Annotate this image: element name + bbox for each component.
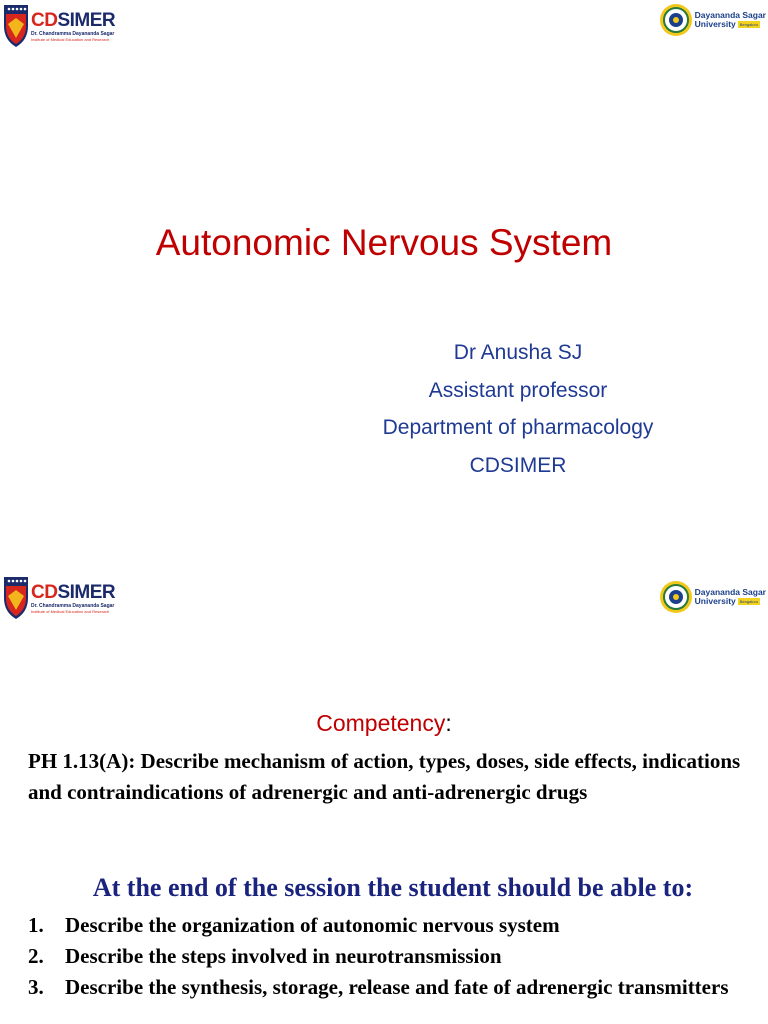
logo-brand-cd: CD — [31, 9, 58, 31]
logo-subtitle: Dr. Chandramma Dayananda Sagar — [31, 30, 115, 37]
logo-brand-cd: CD — [31, 581, 58, 603]
dsu-line-1: Dayananda Sagar — [694, 586, 766, 597]
dsu-line-1: Dayananda Sagar — [694, 9, 766, 20]
logo-brand-rest: SIMER — [57, 9, 116, 31]
objective-number: 3. — [28, 975, 44, 999]
dsu-seal-icon — [659, 3, 693, 37]
logo-brand-rest: SIMER — [57, 581, 116, 603]
dsu-logo — [659, 580, 766, 614]
author-designation: Assistant professor — [428, 378, 608, 402]
competency-label: Competency — [316, 710, 446, 736]
objective-text: Describe the steps involved in neurotransmission — [65, 944, 502, 968]
author-name: Dr Anusha SJ — [453, 341, 583, 364]
cdsimer-logo — [3, 4, 115, 48]
objective-item — [28, 972, 748, 1003]
slide-title: Autonomic Nervous System — [155, 222, 613, 263]
objective-text: Describe the synthesis, storage, release and fate of adrenergic transmitters — [65, 975, 729, 999]
objectives-list — [28, 910, 748, 1003]
dsu-line-2: University — [694, 596, 736, 606]
logo-subtitle: Dr. Chandramma Dayananda Sagar — [31, 602, 115, 609]
cdsimer-logo — [3, 576, 115, 620]
objective-item — [28, 910, 748, 941]
objectives-heading: At the end of the session the student should be able to: — [92, 873, 694, 902]
competency-colon: : — [445, 710, 452, 736]
objective-text: Describe the organization of autonomic nervous system — [65, 913, 560, 937]
competency-heading — [0, 710, 768, 737]
dsu-tag: Bengaluru — [739, 22, 759, 28]
objective-item — [28, 941, 748, 972]
cdsimer-shield-icon — [3, 4, 29, 48]
objective-number: 1. — [28, 913, 44, 937]
dsu-line-2: University — [694, 19, 736, 29]
author-department: Department of pharmacology — [382, 416, 654, 439]
dsu-tag: Bengaluru — [739, 599, 759, 605]
author-block — [318, 334, 718, 484]
dsu-seal-icon — [659, 580, 693, 614]
logo-subtitle-2: Institute of Medical Education and Research — [31, 36, 110, 42]
dsu-logo — [659, 3, 766, 37]
competency-text: PH 1.13(A): Describe mechanism of action, types, doses, side effects, indications and contraindications of adrenergic and anti-adrenergic drugs — [28, 749, 741, 804]
objective-number: 2. — [28, 944, 44, 968]
logo-subtitle-2: Institute of Medical Education and Research — [31, 608, 110, 614]
cdsimer-shield-icon — [3, 576, 29, 620]
author-institution: CDSIMER — [469, 453, 567, 477]
